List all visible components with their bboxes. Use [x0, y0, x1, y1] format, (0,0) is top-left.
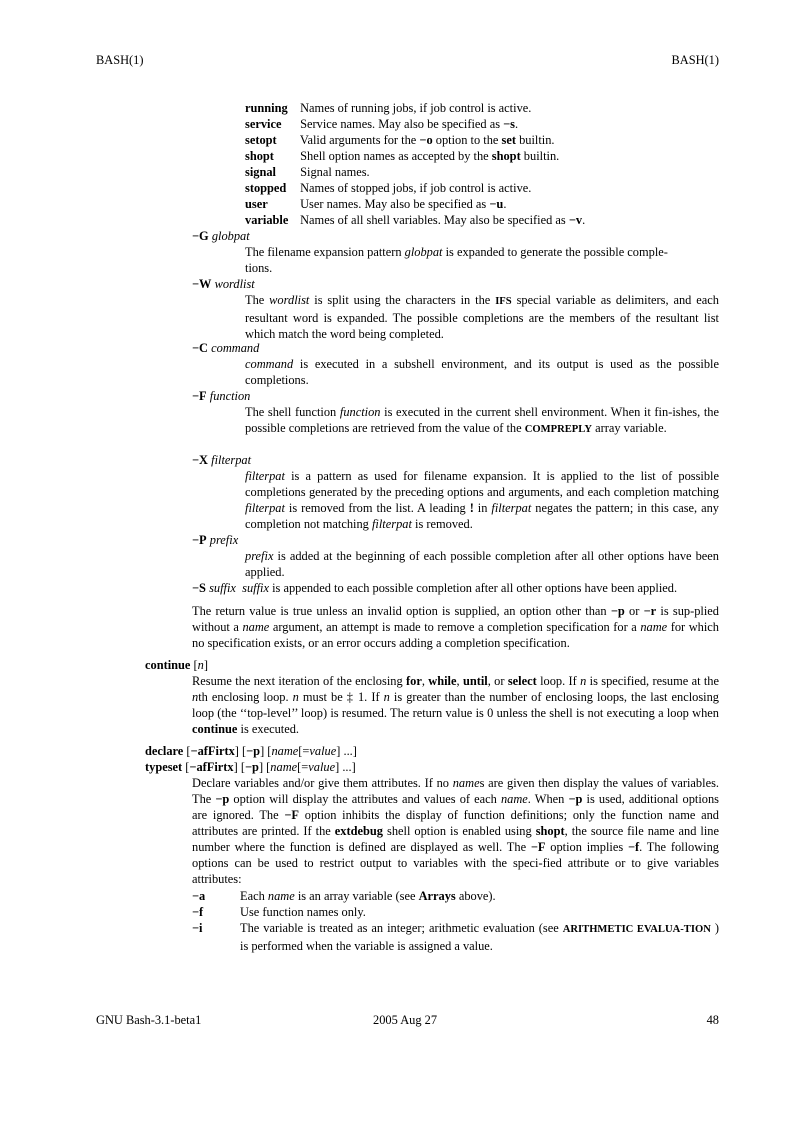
footer-date: 2005 Aug 27 — [373, 1013, 438, 1027]
option-C-desc: command is executed in a subshell environment, and its output is used as the possible completions. — [245, 357, 719, 387]
action-item: shopt Shell option names as accepted by the shopt builtin. — [245, 149, 560, 163]
option-S: −S suffix suffix is appended to each possible completion after all other options have been applied. — [192, 581, 678, 595]
declare-item-f: −f Use function names only. — [192, 905, 366, 919]
declare-synopsis: declare [−afFirtx] [−p] [name[=value] ...] — [145, 744, 357, 758]
option-W-desc: The wordlist is split using the characters in the IFS special variable as delimiters, and each resultant word is expanded. The possible completions are the members of the resultant list which match the word being completed. — [245, 293, 719, 341]
continue-desc: Resume the next iteration of the enclosing for, while, until, or select loop. If n is specified, resume at the nth enclosing loop. n must be ‡ 1. If n is greater than the number of enclosing loops, the last enclosing loop (the ‘‘top-level’’ loop) is resumed. The return value is 0 unless the shell is not executing a loop when continue is executed. — [192, 674, 719, 736]
option-G-term: −G globpat — [192, 229, 250, 243]
option-P-term: −P prefix — [192, 533, 239, 547]
option-F-term: −F function — [192, 389, 251, 403]
declare-item-a: −a Each name is an array variable (see Arrays above). — [192, 889, 496, 903]
continue-synopsis: continue [n] — [145, 658, 209, 672]
option-C-term: −C command — [192, 341, 260, 355]
page-number: 48 — [706, 1013, 719, 1027]
option-P-desc: prefix is added at the beginning of each possible completion after all other options have been applied. — [245, 549, 719, 579]
option-F-desc: The shell function function is executed in the current shell environment. When it fin-ishes, the possible completions are retrieved from the value of the COMPREPLY array variable. — [245, 405, 719, 435]
declare-desc: Declare variables and/or give them attributes. If no names are given then display the values of variables. The −p option will display the attributes and values of each name. When −p is used, additional options are ignored. The −F option inhibits the display of function definitions; only the function name and attributes are printed. If the extdebug shell option is enabled using shopt, the source file name and line number where the function is defined are displayed as well. The −F option implies −f. The following options can be used to restrict output to variables with the speci-fied attribute or to give variables attributes: — [192, 776, 719, 886]
header-right: BASH(1) — [671, 53, 719, 67]
action-item: signal Signal names. — [245, 165, 370, 179]
header-left: BASH(1) — [96, 53, 144, 67]
page-header — [96, 52, 719, 68]
footer-version: GNU Bash-3.1-beta1 — [96, 1013, 202, 1027]
page-footer — [96, 1012, 719, 1028]
typeset-synopsis: typeset [−afFirtx] [−p] [name[=value] ...] — [145, 760, 356, 774]
declare-item-i-flag: −i — [192, 921, 203, 935]
action-item: variable Names of all shell variables. May also be specified as −v. — [245, 213, 586, 227]
action-item: stopped Names of stopped jobs, if job control is active. — [245, 181, 532, 195]
declare-item-i-desc: The variable is treated as an integer; arithmetic evaluation (see ARITHMETIC EVALUA-TION ) is performed when the variable is assigned a value. — [240, 921, 719, 953]
action-item: user User names. May also be specified as −u. — [245, 197, 507, 211]
option-X-desc: filterpat is a pattern as used for filename expansion. It is applied to the list of possible completions generated by the preceding options and arguments, and each completion matching filterpat is removed from the list. A leading ! in filterpat negates the pattern; in this case, any completion not matching filterpat is removed. — [245, 469, 719, 531]
action-item: setopt Valid arguments for the −o option to the set builtin. — [245, 133, 555, 147]
option-X-term: −X filterpat — [192, 453, 252, 467]
complete-return-paragraph: The return value is true unless an invalid option is supplied, an option other than −p or −r is sup-plied without a name argument, an attempt is made to remove a completion specification for a name for which no specification exists, or an error occurs adding a completion specification. — [192, 604, 719, 650]
option-W-term: −W wordlist — [192, 277, 255, 291]
action-item: service Service names. May also be specified as −s. — [245, 117, 519, 131]
action-item: running Names of running jobs, if job control is active. — [245, 101, 532, 115]
option-G-desc: The filename expansion pattern globpat is expanded to generate the possible comple- tions. — [245, 245, 668, 275]
